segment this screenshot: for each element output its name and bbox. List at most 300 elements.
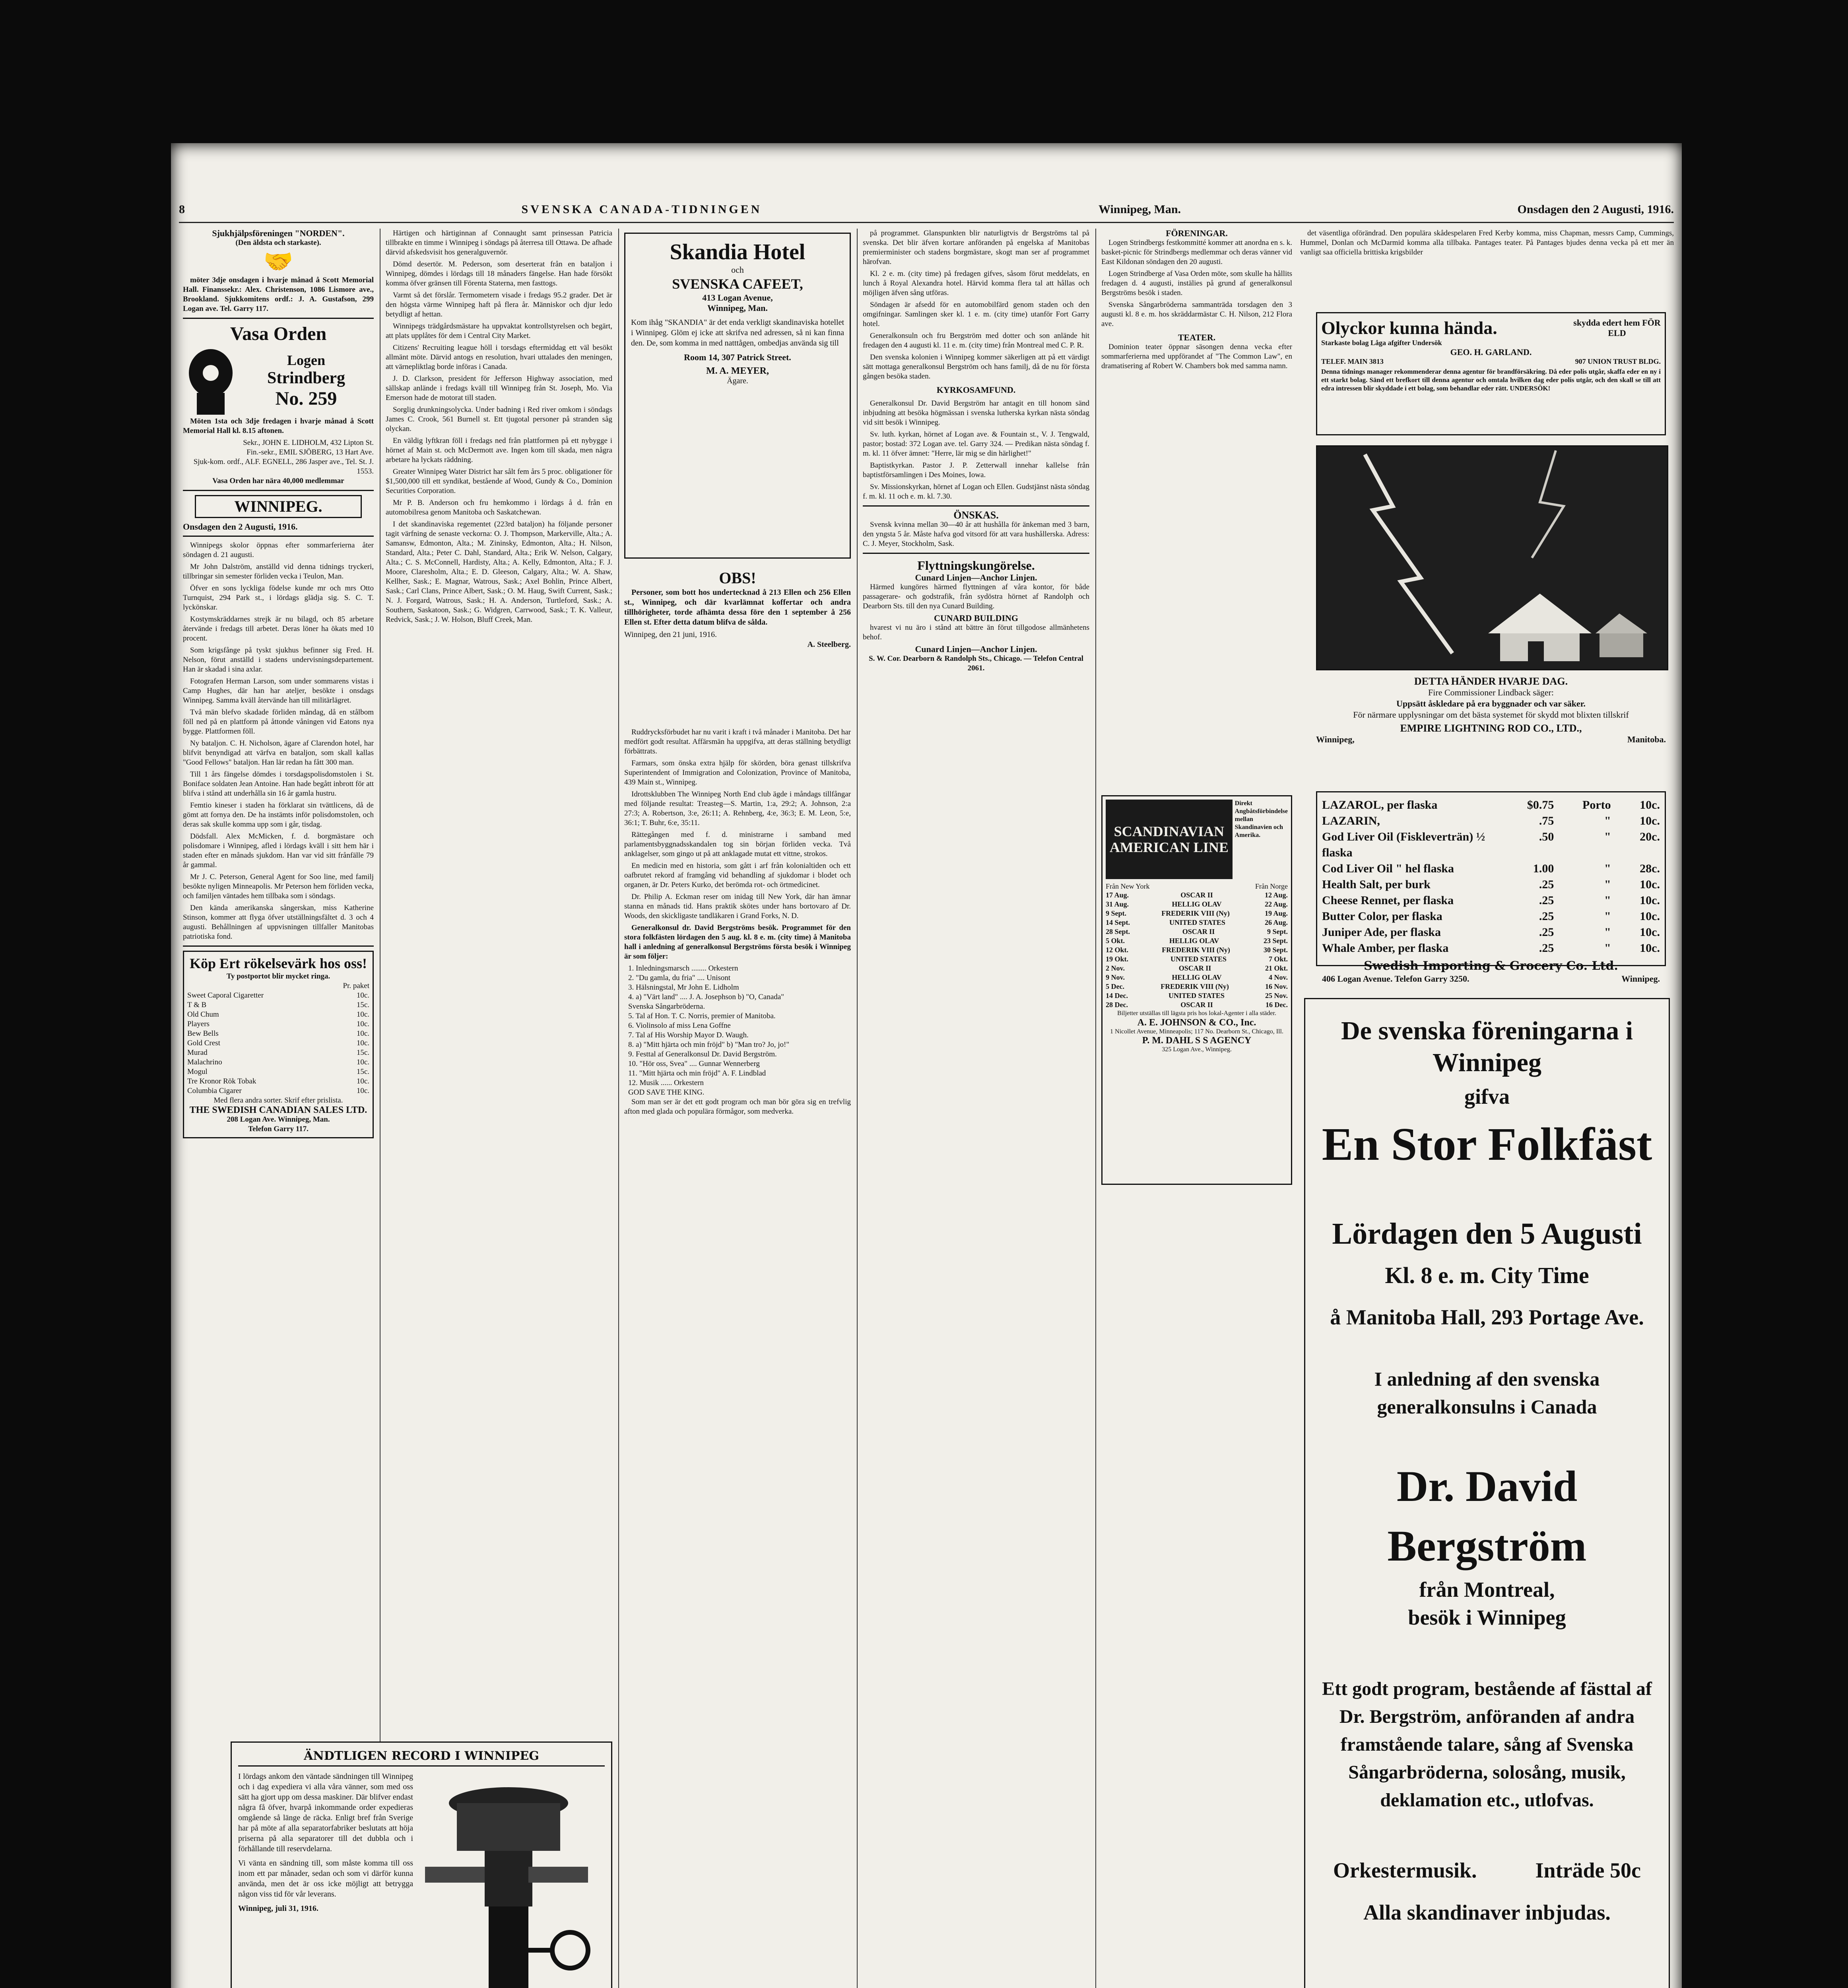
paper-date: Onsdagen den 2 Augusti, 1916. xyxy=(1517,203,1674,216)
lightning-line-3: För närmare upplysningar om det bästa systemet för skydd mot blixten tillskrif xyxy=(1353,710,1629,720)
skandia-text: Kom ihåg "SKANDIA" är det enda verkligt skandinaviska hotellet i Winnipeg. Glöm ej icke att skrifva ned adressen, så ni kan finna den. De, som komma in med natttågen, ombedjas använda sig till xyxy=(631,318,844,348)
scand-ship-name: HELLIG OLAV xyxy=(1169,937,1219,945)
winnipeg-date: Onsdagen den 2 Augusti, 1916. xyxy=(183,522,298,532)
program-item: 1. Inledningsmarsch ........ Orkestern xyxy=(628,964,738,973)
teater-heading: TEATER. xyxy=(1178,332,1216,342)
scand-ship-name: UNITED STATES xyxy=(1169,918,1225,926)
lazarol-price: .25 xyxy=(1539,878,1554,891)
norden-title: Sjukhjälpsföreningen "NORDEN". xyxy=(212,228,345,238)
lazarol-porto-label: " xyxy=(1604,830,1611,843)
scand-sailing-date: 12 Okt. xyxy=(1106,946,1129,954)
skandia-city: Winnipeg, Man. xyxy=(707,303,768,313)
news-paragraph: Den kända amerikanska sångerskan, miss Katherine Stinson, kommer att flyga öfver utställningsfältet d. 3 och 4 augusti. Behållningen af uppvisningen tillfaller Manitobas patriotiska fond. xyxy=(183,904,374,941)
tobacco-item xyxy=(187,1058,369,1067)
lazarol-firm: Swedish Importing & Grocery Co. Ltd. xyxy=(1364,959,1618,973)
vasa-officer: Fin.-sekr., EMIL SJÖBERG, 13 Hart Ave. xyxy=(247,448,374,456)
tobacco-subtitle: Ty postportot blir mycket ringa. xyxy=(226,972,330,980)
tobacco-item xyxy=(187,1048,369,1058)
news-paragraph: Generalkonsuln och fru Bergström med dotter och son anlände hit fredagen den 4 augusti kl. 11 e. m. (city time) från Montreal med C. P. R. xyxy=(863,332,1089,349)
program-item: 12. Musik ...... Orkestern xyxy=(628,1079,704,1087)
skandia-hotel-ad xyxy=(624,233,851,559)
lazarol-city: Winnipeg. xyxy=(1621,974,1660,984)
olyckor-agent: GEO. H. GARLAND. xyxy=(1450,347,1532,357)
lazarol-porto-label: " xyxy=(1604,862,1611,875)
program-item: 8. a) "Mitt hjärta och min fröjd" b) "Man tro? Jo, jo!" xyxy=(628,1041,790,1049)
scand-sailing-date: 30 Sept. xyxy=(1263,946,1288,954)
flytt-building: CUNARD BUILDING xyxy=(934,613,1019,623)
lazarol-price-row xyxy=(1322,861,1660,877)
tobacco-item-name: Mogul xyxy=(187,1068,208,1076)
olyckor-text: Denna tidnings manager rekommenderar denna agentur för brandförsäkring. Då eder polis utgår, skaffa eder en ny i ett starkt bolag. Sänd ett brefkort till denna agentur och omtala hvilken dag eder polis utgår, och den skall se till att edra intressen blir skyddade i ett bolag, som behandlar eder rätt. UNDERSÖK! xyxy=(1321,368,1661,392)
tobacco-item-name: Malachrino xyxy=(187,1058,222,1066)
tobacco-item-name: Players xyxy=(187,1020,210,1028)
skandia-address: 413 Logan Avenue, xyxy=(702,293,773,303)
tobacco-col-head: Pr. paket xyxy=(343,982,369,990)
lazarol-product: God Liver Oil (Fiskleverträn) ½ flaska xyxy=(1322,830,1485,859)
paper-place: Winnipeg, Man. xyxy=(1099,203,1181,216)
tobacco-item xyxy=(187,1029,369,1039)
news-paragraph: En medicin med en historia, som gått i arf från kolonialtiden och ett oafbrutet rekord af framgång vid behandling af sjukdomar i blodet och organen, är Dr. Peters Kurko, det berömda rot- och örtmedicinet. xyxy=(624,862,851,889)
scand-col-head: Från New York xyxy=(1106,882,1150,890)
theater-continued xyxy=(1300,229,1674,304)
scand-ship-name: FREDERIK VIII (Ny) xyxy=(1162,946,1230,954)
column-3 xyxy=(624,728,851,1988)
scand-ship-name: OSCAR II xyxy=(1180,1001,1213,1009)
tobacco-item-price: 10c. xyxy=(356,991,369,1000)
lazarol-porto-label: Porto xyxy=(1582,798,1611,812)
scand-col-head: Från Norge xyxy=(1255,882,1288,890)
tobacco-telephone: Telefon Garry 117. xyxy=(248,1125,309,1133)
vasa-members: Vasa Orden har nära 40,000 medlemmar xyxy=(212,477,344,485)
lightning-illustration xyxy=(1316,445,1668,670)
news-paragraph: Ny bataljon. C. H. Nicholson, ägare af Clarendon hotel, har blifvit benyndigad att värfva en bataljon, som skall kallas "Good Fellows" bataljon. Han lär redan ha fått 300 man. xyxy=(183,739,374,767)
norden-subtitle: (Den äldsta och starkaste). xyxy=(235,239,321,247)
lazarol-porto: 10c. xyxy=(1640,910,1660,923)
lightning-province: Manitoba. xyxy=(1627,734,1666,744)
teater-text: Dominion teater öppnar säsongen denna vecka efter sommarferierna med uppförandet af "The Common Law", en dramatisering af Robert W. Chambers bok med samma namn. xyxy=(1101,343,1292,370)
folkfast-line-6: å Manitoba Hall, 293 Portage Ave. xyxy=(1330,1305,1644,1329)
scand-sailing-date: 2 Nov. xyxy=(1106,964,1125,972)
vasa-text: Möten 1sta och 3dje fredagen i hvarje månad å Scott Memorial Hall kl. 8.15 aftonen. xyxy=(183,417,374,435)
lazarol-porto: 10c. xyxy=(1640,798,1660,812)
scand-agent-2-address: 325 Logan Ave., Winnipeg. xyxy=(1162,1046,1232,1053)
lazarol-porto: 10c. xyxy=(1640,814,1660,827)
column-rule xyxy=(1095,229,1096,1988)
program-item: 5. Tal af Hon. T. C. Norris, premier of Manitoba. xyxy=(628,1012,776,1020)
news-paragraph: Öfver en sons lyckliga födelse kunde mr och mrs Otto Turnquist, 294 Park st., i lördags glädja sig. S. C. T. lyckönskar. xyxy=(183,584,374,612)
skandia-owner: M. A. MEYER, xyxy=(706,366,769,376)
program-item: 2. "Du gamla, du fria" .... Unisont xyxy=(628,974,731,982)
tobacco-item-price: 10c. xyxy=(356,1020,369,1028)
tobacco-item-price: 10c. xyxy=(356,1058,369,1066)
lightning-line-2: Uppsätt åskledare på era byggnader och var säker. xyxy=(1396,699,1586,709)
tobacco-item xyxy=(187,1086,369,1096)
lazarol-price-row xyxy=(1322,924,1660,940)
tobacco-item-name: Murad xyxy=(187,1048,208,1057)
scand-ship-name: HELLIG OLAV xyxy=(1172,900,1222,908)
scand-line-side: Direkt Angbåtsförbindelse mellan Skandinavien och Amerika. xyxy=(1235,800,1288,839)
vasa-number: No. 259 xyxy=(275,388,337,409)
news-paragraph: Winnipegs skolor öppnas efter sommarferierna åter söndagen d. 21 augusti. xyxy=(183,541,374,559)
folkfast-invite: Alla skandinaver inbjudas. xyxy=(1363,1901,1611,1924)
tobacco-ad xyxy=(183,951,374,1138)
lazarol-price: .25 xyxy=(1539,894,1554,907)
lazarol-price: $0.75 xyxy=(1527,798,1554,812)
kyrko-paragraph: Generalkonsul Dr. David Bergström har antagit en till honom sänd inbjudning att besöka högmässan i svenska lutherska kyrkan nästa söndag vid sitt besök i Winnipeg. xyxy=(863,399,1089,427)
scand-agent-1-address: 1 Nicollet Avenue, Minneapolis; 117 No. Dearborn St., Chicago, Ill. xyxy=(1110,1028,1283,1035)
lightning-firm: EMPIRE LIGHTNING ROD CO., LTD., xyxy=(1400,722,1582,734)
flytt-heading: Flyttningskungörelse. xyxy=(917,558,1035,573)
lazarol-price-row xyxy=(1322,813,1660,829)
scand-sailing-row xyxy=(1106,936,1288,945)
norden-text: möter 3dje onsdagen i hvarje månad å Scott Memorial Hall. Finanssekr.: Alex. Christenson, 1086 Lismore ave., Brookland. Sjukkomitens ordf.: J. A. Gustafson, 299 Logan ave. Tel. Garry 117. xyxy=(183,276,374,313)
lazarol-porto-label: " xyxy=(1604,926,1611,939)
lazarol-price-row xyxy=(1322,909,1660,924)
kyrko-heading: KYRKOSAMFUND. xyxy=(936,385,1016,395)
lazarol-price: .75 xyxy=(1539,814,1554,827)
news-paragraph: Sorglig drunkningsolycka. Under badning i Red river omkom i söndags James C. Crook, 561 Burnell st. Ett tjugotal personer på stranden såg olyckan. xyxy=(386,406,612,433)
scand-sailing-date: 28 Sept. xyxy=(1106,928,1130,936)
separator-date: Winnipeg, juli 31, 1916. xyxy=(238,1904,318,1913)
scand-ship-name: OSCAR II xyxy=(1180,891,1213,899)
scand-note: Biljetter utställas till lägsta pris hos lokal-Agenter i alla städer. xyxy=(1117,1010,1276,1017)
tobacco-item-name: Old Chum xyxy=(187,1010,219,1019)
scand-sailing-date: 4 Nov. xyxy=(1268,973,1288,981)
news-paragraph: Dödsfall. Alex McMicken, f. d. borgmästare och polisdomare i Winnipeg, afled i lördags kväll i sitt hem här i staden efter en månads sjukdom. Han var vid sitt frånfälle 79 år gammal. xyxy=(183,832,374,869)
vasa-logen: Logen xyxy=(287,352,325,368)
skandia-room: Room 14, 307 Patrick Street. xyxy=(684,352,791,362)
scand-sailing-row xyxy=(1106,918,1288,927)
scand-sailing-row xyxy=(1106,973,1288,982)
program-item: 11. "Mitt hjärta och min fröjd" A. F. Lindblad xyxy=(628,1069,766,1077)
foreningar-heading: FÖRENINGAR. xyxy=(1166,228,1228,238)
news-paragraph: Fotografen Herman Larson, som under sommarens vistas i Camp Hughes, där han har ateljer, besökte i onsdags Winnipeg. Samma kväll återvände han till militärlägret. xyxy=(183,677,374,705)
tobacco-item xyxy=(187,1067,369,1077)
news-paragraph: Winnipegs trädgårdsmästare ha uppvaktat kontrollstyrelsen och begärt, att plats upplåtes för dem i Central City Market. xyxy=(386,322,612,340)
news-paragraph: J. D. Clarkson, president för Jefferson Highway association, med sällskap anlände i fredags kväll till Winnipeg från St. Joseph, Mo. Via Emerson hade de motorat till staden. xyxy=(386,375,612,402)
folkfast-line-12: Ett godt program, bestående af fästtal af Dr. Bergström, anföranden af andra framstående talare, sång af Svenska Sångarbröderna, solosång, musik, deklamation etc., utlofvas. xyxy=(1322,1678,1652,1811)
news-paragraph: Härtigen och härtiginnan af Connaught samt prinsessan Patricia tillbrakte en timme i Winnipeg i söndags på återresa till Ottawa. De afhade därvid afskedsvisit hos generalguvernör. xyxy=(386,229,612,256)
lazarol-product: LAZARIN, xyxy=(1322,814,1380,827)
olyckor-side: skydda edert hem FÖR ELD xyxy=(1573,318,1661,338)
scand-sailing-row xyxy=(1106,955,1288,964)
winnipeg-heading: WINNIPEG. xyxy=(195,495,362,518)
olyckor-ad xyxy=(1316,312,1666,435)
program-closing: Som man ser är det ett godt program och man bör göra sig en trefvlig afton med glada och populära förmågor, som medverka. xyxy=(624,1098,851,1116)
folkfast-line-7: I anledning af den svenska xyxy=(1374,1368,1600,1390)
skandia-title: Skandia Hotel xyxy=(670,240,806,264)
skandia-owner-role: Ägare. xyxy=(727,377,748,385)
lazarol-porto: 10c. xyxy=(1640,894,1660,907)
scand-sailing-row xyxy=(1106,891,1288,900)
scand-sailing-date: 12 Aug. xyxy=(1264,891,1288,899)
lazarol-product: Juniper Ade, per flaska xyxy=(1322,926,1441,939)
program-item: 6. Violinsolo af miss Lena Goffne xyxy=(628,1021,731,1030)
folkfast-line-4: Lördagen den 5 Augusti xyxy=(1332,1217,1642,1250)
news-paragraph: Greater Winnipeg Water District har sålt fem års 5 proc. obligationer för $1,500,000 till ett syndikat, bestående af Wood, Gundy & Co., Dominion Securities Corporation. xyxy=(386,468,612,495)
program-item: GOD SAVE THE KING. xyxy=(628,1088,705,1097)
tobacco-item xyxy=(187,1000,369,1010)
tobacco-item xyxy=(187,1010,369,1019)
tobacco-item-price: 10c. xyxy=(356,1029,369,1038)
news-paragraph: på programmet. Glanspunkten blir naturligtvis dr Bergströms tal på svenska. Det blir äfven kortare anföranden på engelska af Manitobas premierminister och stadens borgmästare, skogt man ser af programmet härofvan. xyxy=(863,229,1089,266)
vasa-name: Strindberg xyxy=(267,369,345,387)
lazarol-price-row xyxy=(1322,877,1660,893)
column-4 xyxy=(863,229,1089,1988)
tobacco-item xyxy=(187,1077,369,1086)
tobacco-item xyxy=(187,1039,369,1048)
tobacco-item-price: 10c. xyxy=(356,1077,369,1085)
tobacco-item-name: T & B xyxy=(187,1001,207,1009)
scand-sailing-row xyxy=(1106,945,1288,955)
tobacco-item-name: Gold Crest xyxy=(187,1039,220,1047)
tobacco-list xyxy=(187,991,369,1096)
lazarol-product: Whale Amber, per flaska xyxy=(1322,942,1449,955)
column-1 xyxy=(183,229,374,1988)
flytt-subtitle: Cunard Linjen—Anchor Linjen. xyxy=(915,573,1037,582)
vasa-officer: Sjuk-kom. ordf., ALF. EGNELL, 286 Jasper ave., Tel. St. J. 1553. xyxy=(193,458,374,476)
program-item: Svenska Sångarbröderna. xyxy=(628,1002,705,1011)
vasa-officer: Sekr., JOHN E. LIDHOLM, 432 Lipton St. xyxy=(243,439,374,447)
scand-ship-name: FREDERIK VIII (Ny) xyxy=(1161,982,1229,990)
separator-title: ÄNDTLIGEN RECORD I WINNIPEG xyxy=(238,1749,605,1767)
scand-sailing-date: 16 Nov. xyxy=(1265,982,1288,990)
tobacco-firm: THE SWEDISH CANADIAN SALES LTD. xyxy=(189,1105,367,1115)
tobacco-title: Köp Ert rökelsevärk hos oss! xyxy=(189,955,367,971)
lightning-caption: DETTA HÄNDER HVARJE DAG. xyxy=(1414,676,1568,687)
lazarol-porto-label: " xyxy=(1604,910,1611,923)
kyrko-paragraph: Sv. Missionskyrkan, hörnet af Logan och Ellen. Gudstjänst nästa söndag f. m. kl. 11 och e. m. kl. 7.30. xyxy=(863,483,1089,501)
lightning-storm-icon xyxy=(1317,447,1667,669)
folkfast-line-3: En Stor Folkfäst xyxy=(1322,1118,1652,1170)
lazarol-price: 1.00 xyxy=(1533,862,1554,875)
scand-sailing-row xyxy=(1106,927,1288,936)
column-rule xyxy=(857,229,858,1988)
tobacco-item-price: 10c. xyxy=(356,1039,369,1047)
folkfast-line-11: besök i Winnipeg xyxy=(1408,1606,1566,1629)
news-paragraph: Kostymskräddarnes strejk är nu bilagd, och 85 arbetare återvände i fredags till arbetet. Deras löner ha ökats med 10 procent. xyxy=(183,615,374,643)
lazarol-porto-label: " xyxy=(1604,942,1611,955)
news-paragraph: Generalkonsul dr. David Bergströms besök. Programmet för den stora folkfästen lördagen den 5 aug. kl. 8 e. m. (city time) å Manitoba hall i anledning af generalkonsul Bergströms första besök i Winnipeg är som följer: xyxy=(624,924,851,961)
scand-sailing-date: 31 Aug. xyxy=(1106,900,1129,908)
cream-separator-icon xyxy=(413,1771,596,1988)
news-paragraph: Två män blefvo skadade förliden måndag, då en stålbom föll ned på en plattform på åttonde våningen vid Eatons nya bygge. Plattformen föll. xyxy=(183,708,374,736)
lazarol-product: Butter Color, per flaska xyxy=(1322,910,1442,923)
scand-sailing-date: 9 Nov. xyxy=(1106,973,1125,981)
tobacco-item-price: 15c. xyxy=(356,1048,369,1057)
scand-sailing-row xyxy=(1106,964,1288,973)
news-paragraph: Femtio kineser i staden ha förklarat sin tvättlicens, då de gömt att fornya den. De ha instämts inför polisdomstolen, och deras sak skulle komma upp som i går, tisdag. xyxy=(183,801,374,829)
lazarol-price: .25 xyxy=(1539,926,1554,939)
folkfast-entry: Inträde 50c xyxy=(1535,1858,1641,1882)
scand-sailing-date: 19 Okt. xyxy=(1106,955,1129,963)
scand-sailing-date: 21 Okt. xyxy=(1265,964,1288,972)
column-rule xyxy=(618,229,619,1988)
scand-ship-name: FREDERIK VIII (Ny) xyxy=(1161,909,1230,917)
scand-sailings-list xyxy=(1106,891,1288,1010)
scand-sailing-date: 9 Sept. xyxy=(1267,928,1288,936)
scand-sailing-date: 25 Nov. xyxy=(1265,992,1288,1000)
lazarol-porto: 10c. xyxy=(1640,926,1660,939)
news-paragraph: I det skandinaviska regementet (223rd bataljon) ha följande personer tagit värfning de senaste veckorna: O. J. Thompson, Markerville, Alta.; A. Samansw, Edmonton, Alta.; M. Zininsky, Edmonton, Alta.; H. Nilson, Standard, Alta.; Peter C. Dahl, Standard, Alta.; Erik W. Nelson, Calgary, Alta.; C. S. McConnell, Hardisty, Alta.; A. Kelly, Edmonton, Alta.; F. J. Moore, Claresholm, Alta.; E. D. Gleeson, Calgary, Alta.; W. A. Shaw, Kellher, Sask.; E. Magnar, Watrous, Sask.; Axel Bohlin, Prince Albert, Sask.; Carl Clans, Prince Albert, Sask.; O. M. Haug, Swift Current, Sask.; N. J. Forgard, Watrous, Sask.; H. A. Anderson, Turtleford, Sask.; A. Southern, Saskatoon, Sask.; G. Widgren, Carrwood, Sask.; T. K. Valleur, Redvick, Sask.; J. W. Holson, Bluff Creek, Man. xyxy=(386,520,612,624)
tobacco-item-price: 15c. xyxy=(356,1001,369,1009)
program-item: 3. Hälsningstal, Mr John E. Lidholm xyxy=(628,983,739,992)
page-header xyxy=(179,203,1674,223)
scand-sailing-date: 17 Aug. xyxy=(1106,891,1129,899)
lazarol-product: LAZAROL, per flaska xyxy=(1322,798,1438,812)
skandia-och: och xyxy=(731,265,744,275)
kyrko-paragraph: Baptistkyrkan. Pastor J. P. Zetterwall innehar kallelse från baptistförsamlingen i Des Moines, Iowa. xyxy=(863,461,1089,479)
page-number: 8 xyxy=(179,203,185,216)
lightning-ad xyxy=(1316,676,1666,745)
obs-notice xyxy=(624,569,851,650)
kyrko-paragraph: Sv. luth. kyrkan, hörnet af Logan ave. & Fountain st., V. J. Tengwald, pastor; bostad: 372 Logan ave. tel. Garry 324. — Predikan nästa söndag f. m. kl. 11 öfver ämnet: "Herre, lär mig se din härlighet!" xyxy=(863,430,1089,458)
olyckor-address: 907 UNION TRUST BLDG. xyxy=(1575,357,1661,365)
news-paragraph: Idrottsklubben The Winnipeg North End club ägde i måndags tillfångar med följande resultat: Treasteg—S. Martin, 1:a, 29:2; A. Johnson, 2:a 27:3; A. Robertson, 3:e, 26:11; A. Rehnberg, 4:e, 36:3; E. M. Leon, 5:e, 36:1; T. Buhr, 6:e, 35:11. xyxy=(624,790,851,827)
tobacco-item xyxy=(187,1019,369,1029)
onskas-heading: ÖNSKAS. xyxy=(953,509,999,521)
folkfast-line-1: De svenska föreningarna i Winnipeg xyxy=(1341,1016,1633,1077)
tobacco-item-name: Sweet Caporal Cigaretter xyxy=(187,991,264,1000)
folkfast-line-9: Dr. David Bergström xyxy=(1387,1462,1587,1570)
flytt-text-2: hvarest vi nu äro i stånd att bättre än förut tillgodose allmänhetens behof. xyxy=(863,623,1089,641)
lightning-line-1: Fire Commissioner Lindback säger: xyxy=(1428,687,1554,697)
flytt-sign: Cunard Linjen—Anchor Linjen. xyxy=(915,644,1037,654)
vasa-emblem-icon xyxy=(183,345,239,417)
lazarol-price: .50 xyxy=(1539,830,1554,843)
news-paragraph: Logen Strindberge af Vasa Orden möte, som skulle ha hållits fredagen d. 4 augusti, instälies på grund af generalkonsul Bergströms besök i staden. xyxy=(1101,270,1292,297)
olyckor-telephone: TELEF. MAIN 3813 xyxy=(1321,357,1384,365)
tobacco-item-name: Bew Bells xyxy=(187,1029,219,1038)
news-paragraph: Dömd desertör. M. Pederson, som deserterat från en bataljon i Winnipeg, dömdes i lördags till 18 månaders fängelse. Han hade försökt komma öfver gränsen till Förenta Staterna, men fasttogs. xyxy=(386,260,612,287)
lazarol-porto-label: " xyxy=(1604,878,1611,891)
tobacco-note: Med flera andra sorter. Skrif efter prislista. xyxy=(214,1096,343,1105)
news-paragraph: Mr J. C. Peterson, General Agent for Soo line, med familj besökte nyligen Minneapolis. Mr Peterson hem förliden vecka, och familjen väntades hem tillbaka som i söndags. xyxy=(183,873,374,900)
folkfast-music: Orkestermusik. xyxy=(1333,1858,1477,1882)
lazarol-porto-label: " xyxy=(1604,894,1611,907)
scand-sailing-date: 19 Aug. xyxy=(1264,909,1288,917)
program-item: 7. Tal af His Worship Mayor D. Waugh. xyxy=(628,1031,749,1039)
lazarol-price: .25 xyxy=(1539,942,1554,955)
news-paragraph: Till 1 års fängelse dömdes i torsdagspolisdomstolen i St. Boniface soldaten Jean Antoine. Han hade begått inbrott för att blifva i stånd att underhålla sin 16 år gamla hustru. xyxy=(183,770,374,798)
scand-line-title: SCANDINAVIAN AMERICAN LINE xyxy=(1106,800,1233,879)
paper-name: SVENSKA CANADA-TIDNINGEN xyxy=(521,203,762,216)
scand-sailing-date: 26 Aug. xyxy=(1264,918,1288,926)
scand-ship-name: OSCAR II xyxy=(1178,964,1211,972)
scand-sailing-date: 14 Sept. xyxy=(1106,918,1130,926)
news-paragraph: En väldig lyftkran föll i fredags ned från plattformen på ett nybygge i hörnet af Main st. och McDermott ave. Ingen kom till skada, men några arbetare ha lyckats räddning. xyxy=(386,437,612,464)
lazarol-porto: 10c. xyxy=(1640,878,1660,891)
separator-text-2: Vi vänta en sändning till, som måste komma till oss inom ett par månader, sedan och som vi därför kunna använda, men det är oss icke möjligt att betrygga någon viss tid för vår leverans. xyxy=(238,1859,413,1899)
olyckor-companies: Starkaste bolag Låga afgifter Undersök xyxy=(1321,339,1442,347)
program-item: 9. Festtal af Generalkonsul Dr. David Bergström. xyxy=(628,1050,777,1058)
tobacco-item-price: 10c. xyxy=(356,1087,369,1095)
tobacco-item-name: Tre Kronor Rök Tobak xyxy=(187,1077,256,1085)
onskas-text: Svensk kvinna mellan 30—40 år att hushålla för änkeman med 3 barn, den yngsta 5 år. Måste hafva god vitsord för att vara hushållerska. Adress: C. J. Meyer, Stockholm, Sask. xyxy=(863,520,1089,548)
lazarol-address: 406 Logan Avenue. Telefon Garry 3250. xyxy=(1322,974,1469,984)
column-5 xyxy=(1101,229,1292,785)
scand-sailing-date: 9 Sept. xyxy=(1106,909,1127,917)
scand-sailing-date: 5 Dec. xyxy=(1106,982,1124,990)
scand-sailing-date: 7 Okt. xyxy=(1268,955,1288,963)
scand-sailing-row xyxy=(1106,991,1288,1000)
scand-sailing-date: 23 Sept. xyxy=(1263,937,1288,945)
program-item: 10. "Hör oss, Svea" .... Gunnar Wennerberg xyxy=(628,1060,760,1068)
folkfast-line-5: Kl. 8 e. m. City Time xyxy=(1385,1262,1589,1288)
news-paragraph: Mr John Dalström, anställd vid denna tidnings tryckeri, tillbringar sin semester förliden vecka i Teulon, Man. xyxy=(183,563,374,580)
news-paragraph: Ruddrycksförbudet har nu varit i kraft i två månader i Manitoba. Det har medfört godt resultat. Affärsmän ha uppgifva, att deras ställning betydligt förbättrats. xyxy=(624,728,851,755)
scand-sailing-date: 28 Dec. xyxy=(1106,1001,1128,1009)
scand-sailing-row xyxy=(1106,982,1288,991)
scand-agent-2: P. M. DAHL S S AGENCY xyxy=(1142,1035,1252,1046)
separator-ad xyxy=(231,1741,612,1988)
scand-sailing-date: 5 Okt. xyxy=(1106,937,1125,945)
obs-date: Winnipeg, den 21 juni, 1916. xyxy=(624,630,717,639)
program-item: 4. a) "Värt land" .... J. A. Josephson b) "O, Canada" xyxy=(628,993,784,1001)
scand-sailing-row xyxy=(1106,900,1288,909)
tobacco-item-price: 15c. xyxy=(356,1068,369,1076)
news-paragraph: Söndagen är afsedd för en automobilfärd genom staden och den omgifningar. Samlingen sker kl. 1 e. m. (city time) utanför Fort Garry hotel. xyxy=(863,301,1089,328)
scand-sailing-date: 16 Dec. xyxy=(1266,1001,1288,1009)
newspaper-page xyxy=(171,143,1682,1988)
scand-sailing-date: 22 Aug. xyxy=(1264,900,1288,908)
obs-text: Personer, som bott hos undertecknad å 213 Ellen och 256 Ellen st., Winnipeg, och där kvarlämnat koffertar och andra tillhörigheter, torde afhämta dessa före den 1 september å 256 Ellen st. Efter detta datum blifva de sålda. xyxy=(624,588,851,627)
lazarol-product: Health Salt, per burk xyxy=(1322,878,1431,891)
obs-title: OBS! xyxy=(719,569,756,587)
lazarol-porto: 28c. xyxy=(1640,862,1660,875)
news-paragraph: Svenska Sångarbröderna sammanträda torsdagen den 3 augusti kl. 8 e. m. hos skräddarmästar C. H. Nilson, 212 Flora ave. xyxy=(1101,301,1292,328)
tobacco-item-price: 10c. xyxy=(356,1010,369,1019)
theater-continued-text: det väsentliga oförändrad. Den populära skådespelaren Fred Kerby komma, miss Chapman, messrs Camp, Cummings, Hummel, Donlan och McDarmid komma alla tillbaka. Pantages teater. På Pantages bjudes denna vecka på ett mer än vanligt saa officiella brittiska krigsbilder xyxy=(1300,229,1674,256)
lightning-city: Winnipeg, xyxy=(1316,734,1355,744)
tobacco-item-name: Columbia Cigarer xyxy=(187,1087,242,1095)
folkfast-line-8: generalkonsulns i Canada xyxy=(1377,1396,1597,1418)
vasa-title: Vasa Orden xyxy=(230,323,327,344)
folkfast-line-2: gifva xyxy=(1464,1085,1510,1109)
scandinavian-line-ad xyxy=(1101,795,1292,1185)
tobacco-address: 208 Logan Ave. Winnipeg, Man. xyxy=(227,1115,330,1124)
lazarol-product: Cod Liver Oil " hel flaska xyxy=(1322,862,1454,875)
folkfast-line-10: från Montreal, xyxy=(1419,1578,1555,1602)
lazarol-price-row xyxy=(1322,893,1660,909)
news-paragraph: Logen Strindbergs festkommitté kommer att anordna en s. k. basket-picnic för Strindbergs medlemmar och deras vänner vid East Kildonan söndagen den 20 augusti. xyxy=(1101,239,1292,266)
scand-ship-name: OSCAR II xyxy=(1182,928,1215,936)
obs-signer: A. Steelberg. xyxy=(807,640,851,649)
news-paragraph: Citizens' Recruiting league höll i torsdags eftermiddag ett väl besökt allmänt möte. Därvid antogs en resolution, hvari uttalades den meningen, att värnepliktlag borde införas i Canada. xyxy=(386,344,612,371)
separator-text: I lördags ankom den väntade sändningen till Winnipeg och i dag expediera vi alla våra vänner, som med oss sätt ha gjort upp om dessa maskiner. Där blifver endast några få öfver, hvarpå inkommande order expedieras omgående så länge de räcka. Enligt bref från Sverige har på möte af alla separatorfabriker beslutats att höja priserna på alla separatorer till det dubbla och i förhållande till reservdelarna. xyxy=(238,1772,413,1853)
scand-ship-name: UNITED STATES xyxy=(1171,955,1227,963)
lazarol-ad xyxy=(1316,791,1666,984)
news-paragraph: Den svenska kolonien i Winnipeg kommer säkerligen att på ett värdigt sätt mottaga generalkonsul Bergström och hans familj, då de nu för första gången besöka staden. xyxy=(863,353,1089,381)
news-paragraph: Rättegången med f. d. ministrarne i samband med parlamentsbyggnadsskandalen tog sin början förliden vecka. Två anklagelser, som gingo ut på att anklagade mutat ett vittne, strokos. xyxy=(624,831,851,858)
lazarol-price-row xyxy=(1322,940,1660,956)
scand-sailing-row xyxy=(1106,909,1288,918)
scand-sailing-date: 14 Dec. xyxy=(1106,992,1128,1000)
lazarol-price-row xyxy=(1322,829,1660,861)
news-paragraph: Som krigsfånge på tyskt sjukhus befinner sig Fred. H. Nelson, förut anställd i stadens undervisningsdepartement. Han är skadad i sina axlar. xyxy=(183,646,374,674)
lazarol-porto-label: " xyxy=(1604,814,1611,827)
lazarol-price-list xyxy=(1322,797,1660,956)
scand-ship-name: HELLIG OLAV xyxy=(1172,973,1222,981)
flytt-text: Härmed kungöres härmed flyttningen af våra kontor, för både passagerare- och godstrafik, från sydöstra hörnet af Randolph och Dearborn Sts. till den nya Cunard Building. xyxy=(863,583,1089,610)
lazarol-product: Cheese Rennet, per flaska xyxy=(1322,894,1454,907)
scand-ship-name: UNITED STATES xyxy=(1169,992,1225,1000)
news-paragraph: Farmars, som önska extra hjälp för skörden, böra genast tillskrifva Superintendent of Immigration and Colonization, Province of Manitoba, 439 Main st., Winnipeg. xyxy=(624,759,851,786)
scand-sailing-row xyxy=(1106,1000,1288,1010)
program-list xyxy=(624,964,851,1097)
skandia-cafe: SVENSKA CAFEET, xyxy=(672,276,803,292)
news-paragraph: Kl. 2 e. m. (city time) på fredagen gifves, såsom förut meddelats, en lunch å Royal Alexandra hotel. Härvid komma flera tal att hållas och möjligen äfven sång utföras. xyxy=(863,270,1089,297)
